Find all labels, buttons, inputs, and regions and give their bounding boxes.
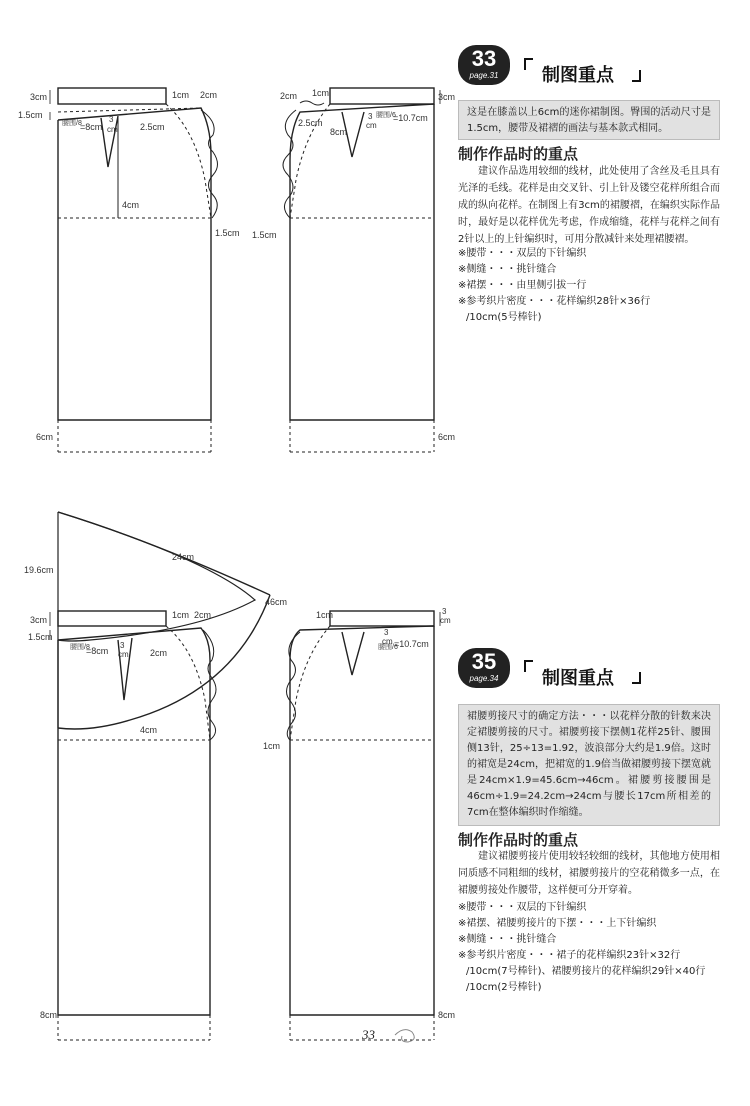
- dart: [342, 632, 364, 675]
- label-bottom-right-waist-rise: 3: [442, 607, 447, 616]
- bracket-right: [632, 672, 641, 684]
- note-item: ※参考织片密度・・・裙子的花样编织23针×32行: [458, 950, 681, 961]
- label-bottom-left-waist-unit: 2cm: [150, 648, 168, 658]
- label-top-left-top-right-1: 1cm: [172, 90, 190, 100]
- note-item: ※参考织片密度・・・花样编织28针×36行: [458, 296, 651, 307]
- label-bottom-left-dart-unit: cm: [118, 650, 129, 659]
- note-item: ※裙摆・・・由里侧引拔一行: [458, 280, 587, 291]
- section-33-subtitle: 制作作品时的重点: [458, 145, 579, 163]
- label-bottom-right-hip-side: 1cm: [263, 741, 281, 751]
- label-top-right-hem: 6cm: [438, 432, 456, 442]
- note-item: ※裙摆、裙腰剪接片的下摆・・・上下针编织: [458, 918, 657, 929]
- note-item: ※腰带・・・双层的下针编织: [458, 248, 587, 259]
- label-top-left-waist-formula: 腰围/8: [62, 120, 82, 127]
- note-item: ※腰带・・・双层的下针编织: [458, 902, 587, 913]
- label-top-left-side-in: 1.5cm: [18, 110, 43, 120]
- label-bottom-right-dart-width: 3: [384, 628, 389, 637]
- label-top-left-waist-formula-value: =8cm: [80, 122, 103, 132]
- label-top-right-hip-side: 1.5cm: [252, 230, 277, 240]
- label-top-right-dart-width: 3: [368, 112, 373, 121]
- badge-35-number: 35: [471, 649, 497, 674]
- label-bottom-left-dart-width: 3: [120, 641, 125, 650]
- label-bottom-left-waist-formula-value: =8cm: [86, 646, 109, 656]
- label-top-left-top-right-2: 2cm: [200, 90, 218, 100]
- label-top-left-dart-width: 3: [109, 115, 114, 124]
- label-top-right-hip-shift: 2.5cm: [298, 118, 323, 128]
- note-item: /10cm(5号棒针): [466, 312, 542, 323]
- label-flounce-height: 19.6cm: [24, 565, 54, 575]
- section-33-paragraph: 建议作品选用较细的线材，此处使用了含丝及毛且具有光泽的毛线。花样是由交叉针、引上针及镂空花样所组合而成的纵向花样。在制图上有3cm的裙腰褶，在编织实际作品时，最好是以花样优先考虑，作成缩缝，花样与花样之间有2针以上的上针编织时，可用分散减针来处理裙腰褶。: [458, 166, 720, 245]
- note-item: /10cm(2号棒针): [466, 982, 542, 993]
- label-bottom-left-top-right-2: 2cm: [194, 610, 212, 620]
- label-bottom-left-side-in: 1.5cm: [28, 632, 53, 642]
- label-top-right-waist-rise: 3cm: [438, 92, 456, 102]
- section-35-notes: [458, 900, 728, 996]
- scallop-edge: [201, 110, 218, 218]
- scallop-edge: [287, 632, 301, 740]
- bottom-left-pattern-piece: [58, 611, 216, 1015]
- waistband-rect: [330, 88, 434, 104]
- bottom-right-pattern-piece: [287, 611, 435, 1015]
- bracket-left: [524, 660, 533, 672]
- waistband-rect: [58, 88, 166, 104]
- label-top-left-hip-side: 1.5cm: [215, 228, 240, 238]
- top-right-pattern-piece: [283, 88, 434, 420]
- label-top-right-waist-formula: 腰围/6: [376, 112, 396, 119]
- label-top-left-dart-length: 4cm: [122, 200, 140, 210]
- label-top-left-hem: 6cm: [36, 432, 54, 442]
- label-top-right-top-left: 2cm: [280, 91, 298, 101]
- label-bottom-right-hem: 8cm: [438, 1010, 456, 1020]
- label-flounce-inner: 24cm: [172, 552, 195, 562]
- label-bottom-left-top-right-1: 1cm: [172, 610, 190, 620]
- top-left-pattern-piece: [58, 88, 218, 420]
- note-item: ※侧缝・・・挑针缝合: [458, 264, 557, 275]
- label-bottom-left-hem: 8cm: [40, 1010, 58, 1020]
- bracket-left: [524, 58, 533, 70]
- label-top-left-dart-unit: cm: [107, 125, 118, 134]
- label-bottom-right-waist-formula: 腰围/6: [378, 644, 398, 651]
- label-top-left-waist-rise: 3cm: [30, 92, 48, 102]
- badge-35-page: page.34: [469, 674, 499, 683]
- page-number: 33: [362, 1027, 375, 1042]
- label-top-right-dart-unit: cm: [366, 121, 377, 130]
- section-33-title: 制图重点: [542, 65, 614, 86]
- skirt-outline: [290, 104, 434, 420]
- badge-33: [458, 45, 510, 85]
- label-bottom-right-top-mid: 1cm: [316, 610, 334, 620]
- label-top-right-dart-length: 8cm: [330, 127, 348, 137]
- section-33-summary: 这是在膝盖以上6cm的迷你裙制图。臀围的活动尺寸是1.5cm，腰带及裙褶的画法与基本款式相同。: [458, 100, 720, 140]
- skirt-outline: [58, 628, 210, 1015]
- label-bottom-right-waist-rise-unit: cm: [440, 616, 451, 625]
- section-35-title: 制图重点: [542, 668, 614, 689]
- section-35-subtitle: 制作作品时的重点: [458, 831, 579, 849]
- label-bottom-left-waist-rise: 3cm: [30, 615, 48, 625]
- waistband-rect: [58, 611, 166, 626]
- label-bottom-left-waist-formula: 腰围/8: [70, 644, 90, 651]
- label-top-right-waist-formula-value: =10.7cm: [393, 113, 428, 123]
- label-flounce-outer: 46cm: [265, 597, 288, 607]
- label-top-left-hip-shift: 2.5cm: [140, 122, 165, 132]
- section-35-summary: 裙腰剪接尺寸的确定方法・・・以花样分散的针数来决定裙腰剪接的尺寸。裙腰剪接下摆侧1花样25针、腰围侧13针，25÷13=1.92，波浪部分大约是1.9倍。这时的裙宽是24cm，把裙宽的1.9倍当做裙腰剪接下摆宽就是24cm×1.9=45.6cm→46cm。裙腰剪接腰围是46cm÷1.9=24.2cm→24cm与腰长17cm所相差的7cm在整体编织时作缩缝。: [458, 704, 720, 826]
- section-35-paragraph: 建议裙腰剪接片使用较轻较细的线材，其他地方使用相同质感不同粗细的线材，裙腰剪接片的空花稍微多一点，在裙腰剪接处作腰带，这样便可分开穿着。: [458, 851, 720, 896]
- waistband-rect: [330, 611, 434, 626]
- section-33-notes: [458, 246, 720, 326]
- note-item: ※侧缝・・・挑针缝合: [458, 934, 557, 945]
- label-bottom-right-dart-unit: cm: [382, 637, 393, 646]
- label-top-right-top-mid: 1cm: [312, 88, 330, 98]
- label-bottom-right-waist-formula-value: =10.7cm: [394, 639, 429, 649]
- label-bottom-left-dart-length: 4cm: [140, 725, 158, 735]
- bracket-right: [632, 70, 641, 82]
- skirt-outline: [58, 108, 211, 420]
- badge-33-number: 33: [471, 46, 497, 71]
- badge-33-page: page.31: [469, 71, 499, 80]
- flounce-piece: [58, 512, 270, 729]
- note-item: /10cm(7号棒针)、裙腰剪接片的花样编织29针×40行: [466, 966, 706, 977]
- badge-35: [458, 648, 510, 688]
- skirt-outline: [290, 626, 434, 1015]
